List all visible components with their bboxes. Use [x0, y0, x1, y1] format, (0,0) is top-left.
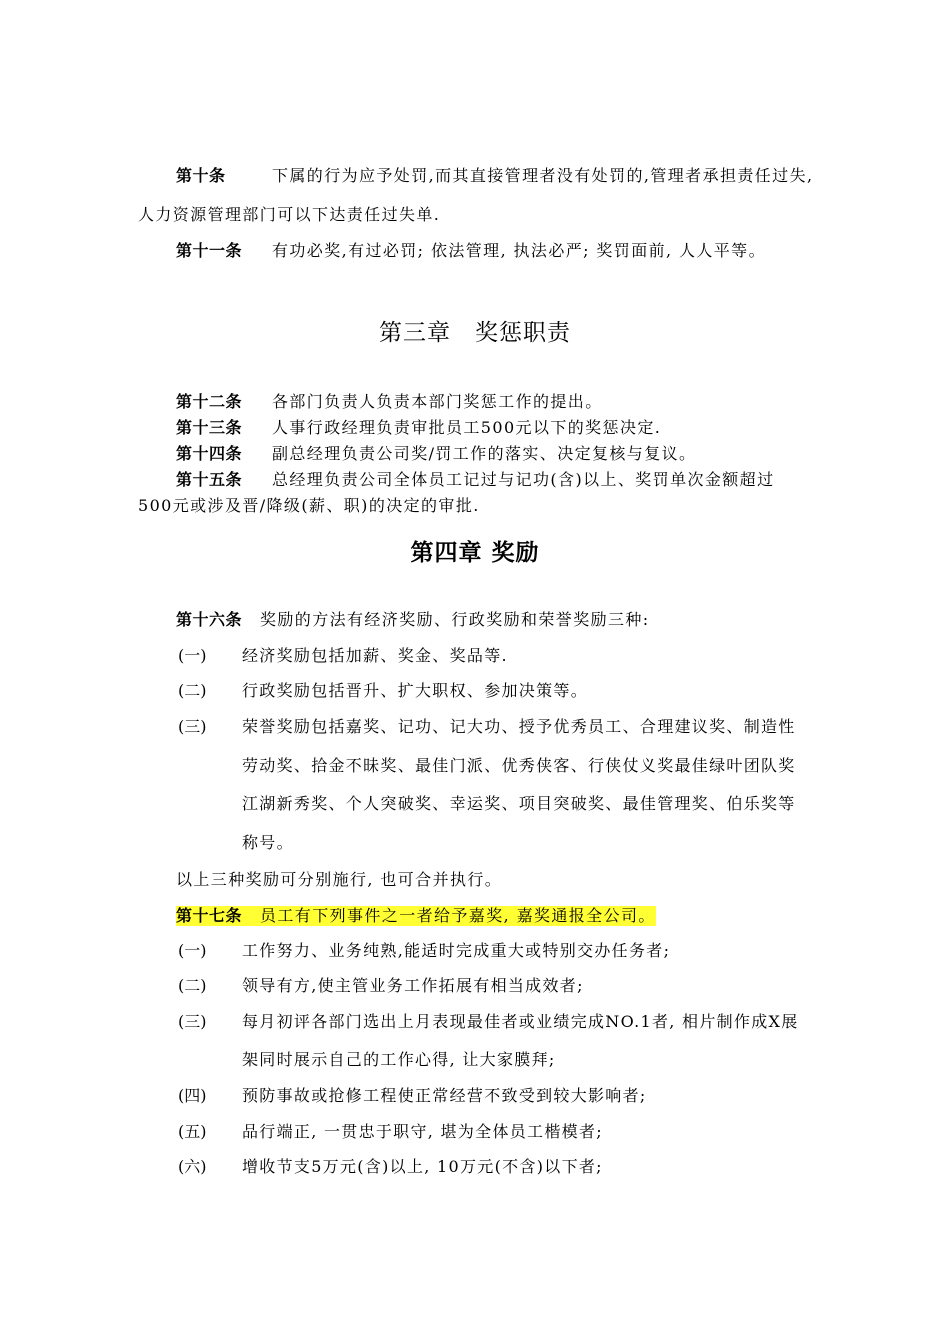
- item-label: (二): [178, 681, 207, 700]
- chapter-3-title: 第三章 奖惩职责: [379, 320, 571, 346]
- item-label: (二): [178, 976, 207, 995]
- article-number: 第十一条: [176, 241, 243, 260]
- article-16: [176, 610, 650, 630]
- article-16-note: 以上三种奖励可分别施行, 也可合并执行。: [176, 870, 503, 889]
- article-number: 第十三条: [176, 418, 243, 437]
- article-text: 各部门负责人负责本部门奖惩工作的提出。: [272, 392, 603, 411]
- article-text: 有功必奖,有过必罚; 依法管理, 执法必严; 奖罚面前, 人人平等。: [272, 241, 766, 260]
- item-text: 工作努力、业务纯熟,能适时完成重大或特别交办任务者;: [242, 941, 671, 960]
- item-text: 荣誉奖励包括嘉奖、记功、记大功、授予优秀员工、合理建议奖、制造性: [242, 717, 796, 736]
- article-text: 人事行政经理负责审批员工500元以下的奖惩决定.: [272, 418, 662, 437]
- item-text: 领导有方,使主管业务工作拓展有相当成效者;: [242, 976, 584, 995]
- article-text: 总经理负责公司全体员工记过与记功(含)以上、奖罚单次金额超过: [272, 470, 775, 489]
- article-number: 第十条: [176, 166, 226, 185]
- item-label: (六): [178, 1157, 207, 1176]
- item-text: 增收节支5万元(含)以上, 10万元(不含)以下者;: [242, 1157, 603, 1176]
- item-label: (三): [178, 1012, 207, 1031]
- article-11: [176, 241, 766, 261]
- article-text: 奖励的方法有经济奖励、行政奖励和荣誉奖励三种:: [260, 610, 650, 629]
- article-number: 第十二条: [176, 392, 243, 411]
- item-text: 行政奖励包括晋升、扩大职权、参加决策等。: [242, 681, 589, 700]
- item-text: 品行端正, 一贯忠于职守, 堪为全体员工楷模者;: [242, 1122, 603, 1141]
- item-text: 预防事故或抢修工程使正常经营不致受到较大影响者;: [242, 1086, 647, 1105]
- article-number: 第十七条: [176, 906, 243, 925]
- article-15-line-1: [176, 470, 775, 490]
- chapter-4-title: 第四章 奖励: [410, 540, 540, 566]
- item-label: (五): [178, 1122, 207, 1141]
- article-12: [176, 392, 603, 412]
- article-17-highlight: [176, 906, 656, 926]
- item-text: 江湖新秀奖、个人突破奖、幸运奖、项目突破奖、最佳管理奖、伯乐奖等: [242, 794, 796, 813]
- article-text: 员工有下列事件之一者给予嘉奖, 嘉奖通报全公司。: [260, 906, 656, 925]
- article-text: 500元或涉及晋/降级(薪、职)的决定的审批.: [138, 496, 480, 515]
- article-14: [176, 444, 696, 464]
- item-label: (三): [178, 717, 207, 736]
- article-10-line-2: [138, 205, 440, 225]
- article-13: [176, 418, 661, 438]
- article-number: 第十六条: [176, 610, 243, 629]
- item-text: 架同时展示自己的工作心得, 让大家膜拜;: [242, 1050, 556, 1069]
- item-text: 劳动奖、拾金不昧奖、最佳门派、优秀侠客、行侠仗义奖最佳绿叶团队奖: [242, 756, 796, 775]
- article-text: 下属的行为应予处罚,而其直接管理者没有处罚的,管理者承担责任过失,: [272, 166, 814, 185]
- article-text: 人力资源管理部门可以下达责任过失单.: [138, 205, 441, 224]
- item-label: (一): [178, 941, 207, 960]
- article-number: 第十四条: [176, 444, 243, 463]
- item-label: (一): [178, 646, 207, 665]
- item-label: (四): [178, 1086, 207, 1105]
- article-10-line-1: [176, 166, 813, 186]
- item-text: 每月初评各部门选出上月表现最佳者或业绩完成NO.1者, 相片制作成X展: [242, 1012, 799, 1031]
- item-text: 经济奖励包括加薪、奖金、奖品等.: [242, 646, 508, 665]
- article-number: 第十五条: [176, 470, 243, 489]
- item-text: 称号。: [242, 833, 294, 852]
- article-15-line-2: [138, 496, 480, 516]
- article-text: 副总经理负责公司奖/罚工作的落实、决定复核与复议。: [272, 444, 697, 463]
